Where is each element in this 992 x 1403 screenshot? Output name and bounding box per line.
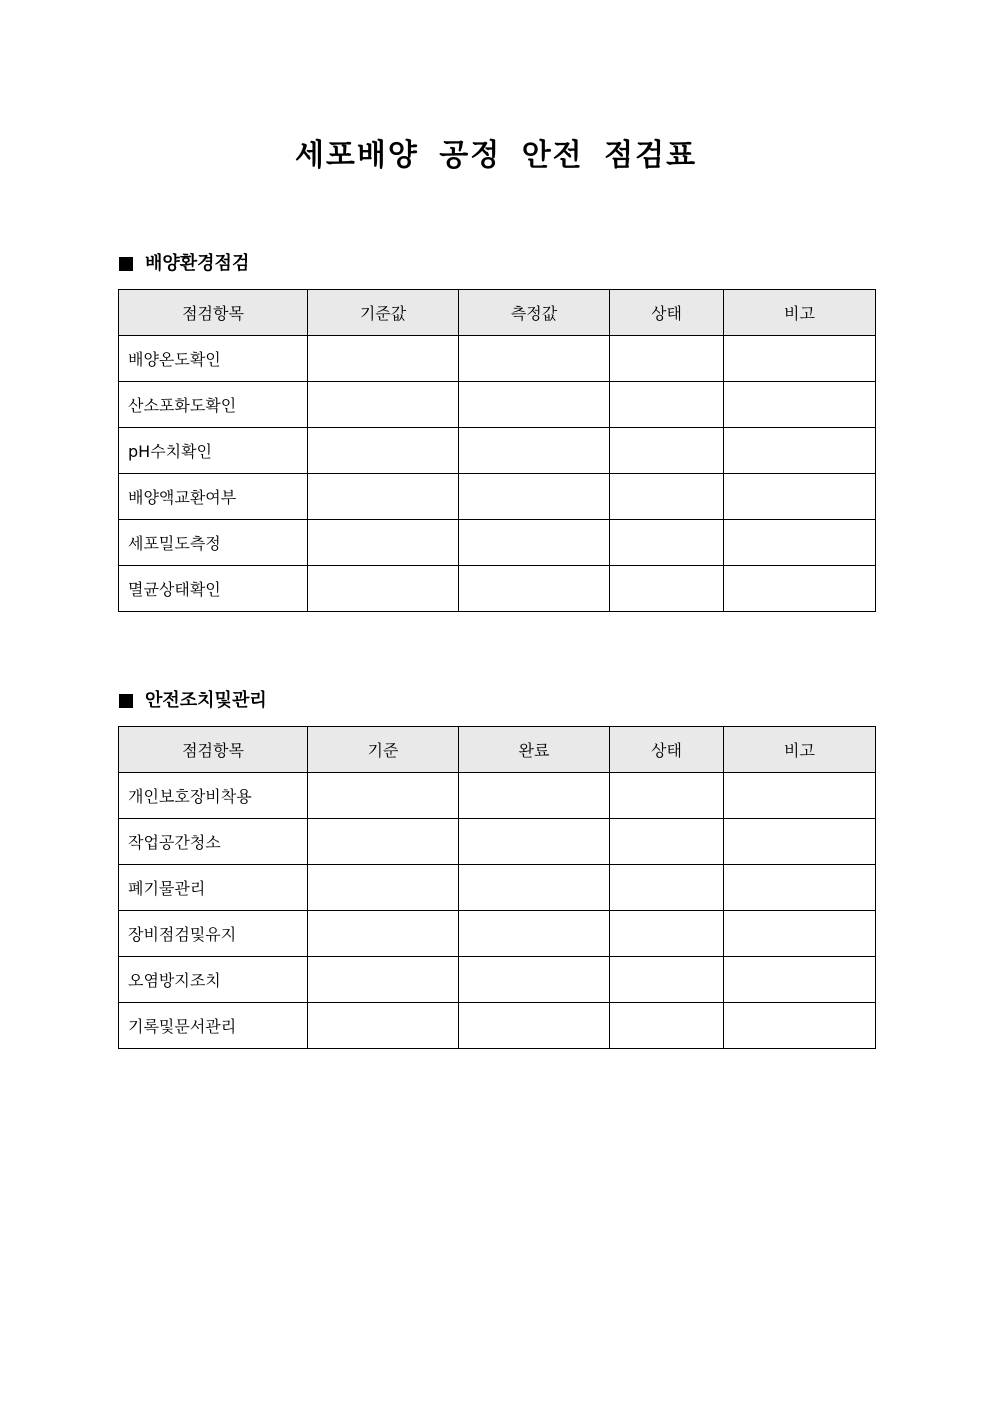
table-row: [119, 382, 876, 428]
standard-value-cell[interactable]: [308, 520, 459, 566]
status-cell[interactable]: [610, 911, 724, 957]
completed-cell[interactable]: [459, 865, 610, 911]
status-cell[interactable]: [610, 957, 724, 1003]
table-row: [119, 911, 876, 957]
check-item-cell: 배양액교환여부: [119, 474, 308, 520]
table-row: [119, 865, 876, 911]
standard-cell[interactable]: [308, 773, 459, 819]
table-row: [119, 566, 876, 612]
section-heading-safety-management: [119, 687, 267, 715]
section-heading-label: 배양환경점검: [145, 253, 250, 274]
check-item-cell: 멸균상태확인: [119, 566, 308, 612]
section-heading-label: 안전조치및관리: [145, 690, 267, 711]
status-cell[interactable]: [610, 1003, 724, 1049]
remarks-cell[interactable]: [724, 911, 876, 957]
status-cell[interactable]: [610, 520, 724, 566]
remarks-cell[interactable]: [724, 819, 876, 865]
measured-value-cell[interactable]: [459, 520, 610, 566]
check-item-cell: 세포밀도측정: [119, 520, 308, 566]
remarks-cell[interactable]: [724, 336, 876, 382]
table-row: [119, 474, 876, 520]
measured-value-cell[interactable]: [459, 474, 610, 520]
table-row: [119, 520, 876, 566]
table-row: [119, 819, 876, 865]
standard-cell[interactable]: [308, 1003, 459, 1049]
standard-cell[interactable]: [308, 911, 459, 957]
completed-cell[interactable]: [459, 773, 610, 819]
standard-value-cell[interactable]: [308, 428, 459, 474]
check-item-cell: 오염방지조치: [119, 957, 308, 1003]
header-remarks: 비고: [724, 290, 876, 336]
remarks-cell[interactable]: [724, 382, 876, 428]
table-row: [119, 957, 876, 1003]
standard-value-cell[interactable]: [308, 336, 459, 382]
section-heading-culture-environment: [119, 250, 249, 278]
status-cell[interactable]: [610, 865, 724, 911]
remarks-cell[interactable]: [724, 566, 876, 612]
completed-cell[interactable]: [459, 957, 610, 1003]
remarks-cell[interactable]: [724, 428, 876, 474]
status-cell[interactable]: [610, 773, 724, 819]
completed-cell[interactable]: [459, 819, 610, 865]
remarks-cell[interactable]: [724, 773, 876, 819]
check-item-cell: 산소포화도확인: [119, 382, 308, 428]
status-cell[interactable]: [610, 382, 724, 428]
check-item-cell: 배양온도확인: [119, 336, 308, 382]
table-row: [119, 1003, 876, 1049]
square-bullet-icon: [119, 257, 133, 271]
header-completed: 완료: [459, 727, 610, 773]
square-bullet-icon: [119, 694, 133, 708]
measured-value-cell[interactable]: [459, 382, 610, 428]
standard-cell[interactable]: [308, 865, 459, 911]
check-item-cell: 개인보호장비착용: [119, 773, 308, 819]
remarks-cell[interactable]: [724, 520, 876, 566]
check-item-cell: 폐기물관리: [119, 865, 308, 911]
table-header-row: [119, 727, 876, 773]
remarks-cell[interactable]: [724, 474, 876, 520]
table-header-row: [119, 290, 876, 336]
header-standard-value: 기준값: [308, 290, 459, 336]
measured-value-cell[interactable]: [459, 566, 610, 612]
completed-cell[interactable]: [459, 1003, 610, 1049]
status-cell[interactable]: [610, 566, 724, 612]
safety-management-table: [118, 726, 876, 1049]
standard-cell[interactable]: [308, 819, 459, 865]
remarks-cell[interactable]: [724, 957, 876, 1003]
status-cell[interactable]: [610, 428, 724, 474]
check-item-cell: pH수치확인: [119, 428, 308, 474]
table-row: [119, 336, 876, 382]
header-status: 상태: [610, 727, 724, 773]
header-status: 상태: [610, 290, 724, 336]
standard-value-cell[interactable]: [308, 566, 459, 612]
document-title: 세포배양 공정 안전 점검표: [294, 138, 698, 173]
header-check-item: 점검항목: [119, 290, 308, 336]
check-item-cell: 기록및문서관리: [119, 1003, 308, 1049]
header-check-item: 점검항목: [119, 727, 308, 773]
culture-environment-table: [118, 289, 876, 612]
standard-cell[interactable]: [308, 957, 459, 1003]
check-item-cell: 장비점검및유지: [119, 911, 308, 957]
measured-value-cell[interactable]: [459, 428, 610, 474]
status-cell[interactable]: [610, 819, 724, 865]
table-row: [119, 428, 876, 474]
status-cell[interactable]: [610, 336, 724, 382]
status-cell[interactable]: [610, 474, 724, 520]
header-remarks: 비고: [724, 727, 876, 773]
table-row: [119, 773, 876, 819]
remarks-cell[interactable]: [724, 865, 876, 911]
completed-cell[interactable]: [459, 911, 610, 957]
standard-value-cell[interactable]: [308, 474, 459, 520]
remarks-cell[interactable]: [724, 1003, 876, 1049]
check-item-cell: 작업공간청소: [119, 819, 308, 865]
header-standard: 기준: [308, 727, 459, 773]
measured-value-cell[interactable]: [459, 336, 610, 382]
header-measured-value: 측정값: [459, 290, 610, 336]
standard-value-cell[interactable]: [308, 382, 459, 428]
